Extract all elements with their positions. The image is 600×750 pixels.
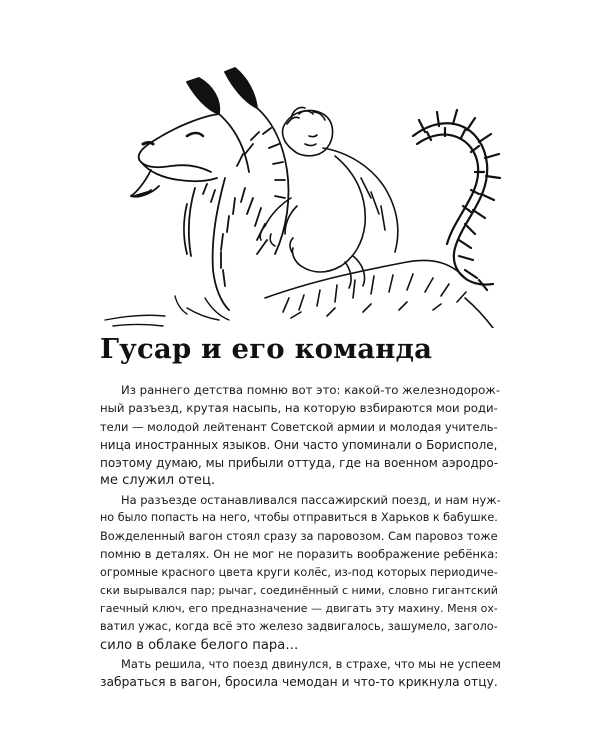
text-line: ватил ужас, когда всё это железо задвигалось, зашумело, заголо- (100, 620, 498, 634)
text-line: Мать решила, что поезд двинулся, в страхе, что мы не успеем (121, 656, 501, 671)
text-line: ница иностранных языков. Они часто упоминали о Борисполе, (100, 437, 498, 452)
text-line: Вожделенный вагон стоял сразу за паровозом. Сам паровоз тоже (100, 529, 498, 543)
text-line: ски вырывался пар; рычаг, соединённый с ними, словно гигантский (100, 583, 498, 597)
text-line: гаечный ключ, его предназначение — двигать эту махину. Меня ох- (100, 602, 498, 615)
dog-tail (413, 110, 500, 290)
text-line: ме служил отец. (100, 473, 216, 489)
text-line: помню в деталях. Он не мог не поразить воображение ребёнка: (100, 547, 499, 562)
chapter-body-text (100, 381, 500, 691)
text-line: тели — молодой лейтенант Советской армии и молодая учитель- (100, 419, 498, 434)
text-line: поэтому думаю, мы прибыли оттуда, где на военном аэродро- (100, 456, 499, 470)
text-line: сило в облаке белого пара… (100, 637, 299, 653)
text-line: На разъезде останавливался пассажирский поезд, и нам нуж- (121, 492, 501, 507)
text-line: но было попасть на него, чтобы отправиться в Харьков к бабушке. (100, 510, 498, 524)
text-line: огромные красного цвета круги колёс, из-под которых периодиче- (100, 565, 498, 579)
dog-head (131, 68, 289, 310)
text-line: забраться в вагон, бросила чемодан и что-то крикнула отцу. (100, 675, 498, 689)
dog-and-boy-illustration (95, 48, 525, 328)
chapter-title: Гусар и его команда (100, 333, 433, 365)
text-line: ный разъезд, крутая насыпь, на которую взбираются мои роди- (100, 401, 498, 416)
ground-strokes (105, 296, 229, 326)
text-line: Из раннего детства помню вот это: какой-то железнодорож- (121, 383, 501, 397)
